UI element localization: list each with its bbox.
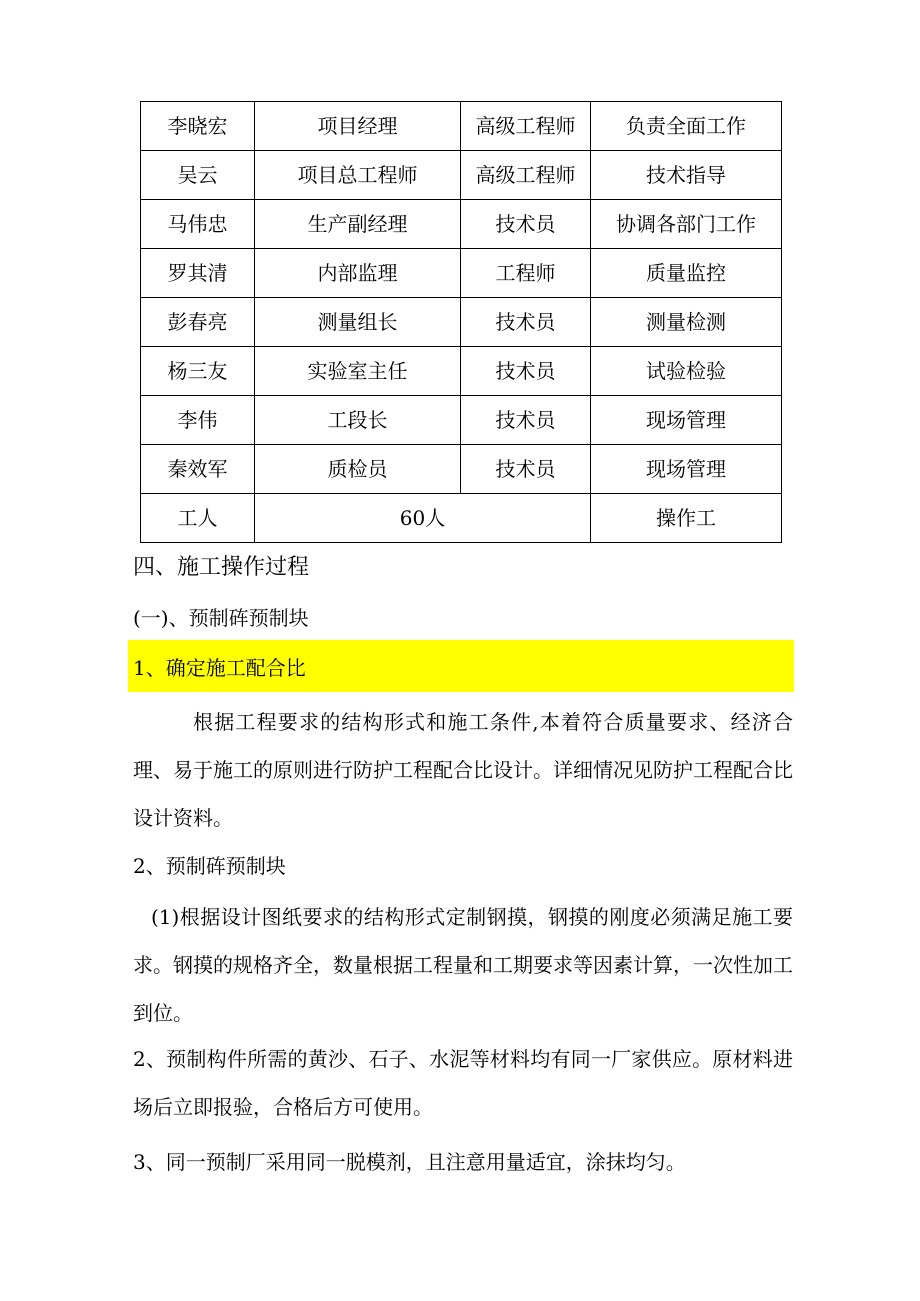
subsection-heading: (一)、预制砗预制块 xyxy=(133,606,309,630)
item-heading-mix-ratio: 1、确定施工配合比 xyxy=(133,656,306,680)
staff-duty-cell: 测量检测 xyxy=(591,298,782,347)
staff-name-cell: 秦效军 xyxy=(141,445,255,494)
table-row xyxy=(141,249,782,298)
staff-name-cell: 李伟 xyxy=(141,396,255,445)
table-row xyxy=(141,396,782,445)
staff-position-cell: 项目总工程师 xyxy=(255,151,461,200)
staff-title-cell: 技术员 xyxy=(461,200,591,249)
workers-label-cell: 工人 xyxy=(141,494,255,543)
staff-title-cell: 技术员 xyxy=(461,347,591,396)
staff-position-cell: 工段长 xyxy=(255,396,461,445)
staff-title-cell: 技术员 xyxy=(461,298,591,347)
table-row-workers xyxy=(141,494,782,543)
staff-name-cell: 杨三友 xyxy=(141,347,255,396)
table-row xyxy=(141,298,782,347)
staff-duty-cell: 质量监控 xyxy=(591,249,782,298)
staff-title-cell: 高级工程师 xyxy=(461,151,591,200)
paragraph-release-agent: 3、同一预制厂采用同一脱模剂，且注意用量适宜，涂抹均匀。 xyxy=(133,1150,686,1174)
staff-title-cell: 技术员 xyxy=(461,445,591,494)
staff-position-cell: 生产副经理 xyxy=(255,200,461,249)
table-row xyxy=(141,102,782,151)
paragraph-mix-ratio: 根据工程要求的结构形式和施工条件,本着符合质量要求、经济合理、易于施工的原则进行防护工程配合比设计。详细情况见防护工程配合比设计资料。 xyxy=(133,710,793,830)
table-row xyxy=(141,445,782,494)
staff-name-cell: 罗其清 xyxy=(141,249,255,298)
staff-name-cell: 马伟忠 xyxy=(141,200,255,249)
staff-name-cell: 彭春亮 xyxy=(141,298,255,347)
table-row xyxy=(141,347,782,396)
section-heading: 四、施工操作过程 xyxy=(133,555,310,580)
item-heading-precast: 2、预制砗预制块 xyxy=(133,854,286,878)
staff-table xyxy=(140,101,782,543)
staff-duty-cell: 现场管理 xyxy=(591,396,782,445)
paragraph-materials: 2、预制构件所需的黄沙、石子、水泥等材料均有同一厂家供应。原材料进场后立即报验，合格后方可使用。 xyxy=(133,1047,793,1119)
staff-name-cell: 李晓宏 xyxy=(141,102,255,151)
staff-title-cell: 技术员 xyxy=(461,396,591,445)
staff-position-cell: 质检员 xyxy=(255,445,461,494)
table-row xyxy=(141,200,782,249)
staff-position-cell: 实验室主任 xyxy=(255,347,461,396)
table-row xyxy=(141,151,782,200)
staff-position-cell: 项目经理 xyxy=(255,102,461,151)
staff-duty-cell: 试验检验 xyxy=(591,347,782,396)
staff-title-cell: 高级工程师 xyxy=(461,102,591,151)
workers-role-cell: 操作工 xyxy=(591,494,782,543)
staff-title-cell: 工程师 xyxy=(461,249,591,298)
staff-name-cell: 吴云 xyxy=(141,151,255,200)
staff-duty-cell: 负责全面工作 xyxy=(591,102,782,151)
staff-position-cell: 内部监理 xyxy=(255,249,461,298)
staff-duty-cell: 现场管理 xyxy=(591,445,782,494)
staff-duty-cell: 协调各部门工作 xyxy=(591,200,782,249)
workers-count-cell: 60人 xyxy=(255,494,591,543)
staff-position-cell: 测量组长 xyxy=(255,298,461,347)
staff-duty-cell: 技术指导 xyxy=(591,151,782,200)
staff-table-body xyxy=(141,102,782,543)
paragraph-steel-mold: (1)根据设计图纸要求的结构形式定制钢摸，钢摸的刚度必须满足施工要求。钢摸的规格齐全，数量根据工程量和工期要求等因素计算，一次性加工到位。 xyxy=(133,905,793,1025)
